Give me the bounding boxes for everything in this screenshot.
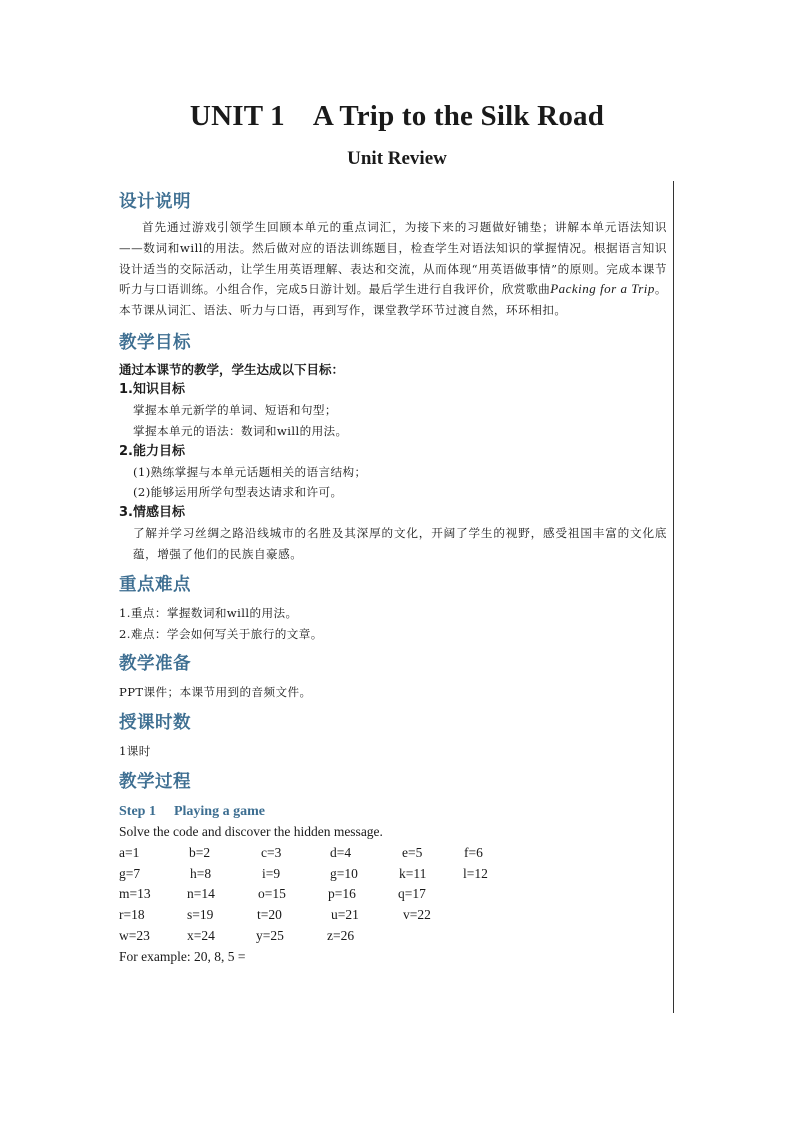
emotion-text: 了解并学习丝绸之路沿线城市的名胜及其深厚的文化，开阔了学生的视野，感受祖国丰富的文化底蕴，增强了他们的民族自豪感。 bbox=[133, 526, 667, 561]
song-title: Packing for a Trip bbox=[550, 281, 655, 297]
hours-text: 1课时 bbox=[119, 744, 151, 759]
code-entry: z=26 bbox=[327, 927, 355, 943]
design-heading: 设计说明 bbox=[119, 192, 191, 212]
key-point-item: 2.难点：学会如何写关于旅行的文章。 bbox=[119, 626, 323, 641]
code-entry: w=23 bbox=[119, 927, 150, 943]
page-subtitle: Unit Review bbox=[347, 148, 447, 169]
code-entry: n=14 bbox=[187, 886, 215, 902]
code-entry: m=13 bbox=[119, 886, 151, 902]
code-entry: g=10 bbox=[330, 865, 358, 881]
code-entry: u=21 bbox=[331, 907, 359, 923]
code-entry: g=7 bbox=[119, 865, 141, 881]
code-entry: h=8 bbox=[190, 865, 212, 881]
code-entry: d=4 bbox=[330, 844, 352, 860]
code-entry: a=1 bbox=[119, 844, 140, 860]
code-row bbox=[119, 843, 667, 864]
ability-heading: 2.能力目标 bbox=[119, 443, 185, 459]
code-row bbox=[119, 884, 667, 905]
code-entry: f=6 bbox=[464, 844, 483, 860]
code-entry: q=17 bbox=[398, 886, 426, 902]
code-example: For example: 20, 8, 5 = bbox=[119, 948, 246, 964]
code-row bbox=[119, 926, 667, 947]
step-label: Step 1 bbox=[119, 803, 156, 819]
key-points-heading: 重点难点 bbox=[119, 574, 191, 595]
code-entry: o=15 bbox=[258, 886, 286, 902]
prep-heading: 教学准备 bbox=[119, 654, 191, 675]
emotion-heading: 3.情感目标 bbox=[119, 505, 185, 521]
design-paragraph: 首先通过游戏引领学生回顾本单元的重点词汇，为接下来的习题做好铺垫；讲解本单元语法知识——数词和will的用法。然后做对应的语法训练题目，检查学生对语法知识的掌握情况。根据语言知识设计适当的交际活动，让学生用英语理解、表达和交流，从而体现“用英语做事情”的原则。完成本课节听力与口语训练。小组合作，完成5日游计划。最后学生进行自我评价，欣赏歌曲Packing for a Trip。本节课从词汇、语法、听力与口语，再到写作，课堂教学环节过渡自然，环环相扣。 bbox=[119, 220, 667, 318]
step-heading bbox=[119, 802, 667, 822]
code-entry: s=19 bbox=[187, 907, 214, 923]
ability-item: (1)熟练掌握与本单元话题相关的语言结构； bbox=[133, 464, 367, 479]
code-entry: p=16 bbox=[328, 886, 356, 902]
code-entry: b=2 bbox=[189, 844, 211, 860]
unit-name: A Trip to the Silk Road bbox=[312, 100, 605, 132]
document-body bbox=[119, 190, 667, 968]
knowledge-item: 掌握本单元的语法：数词和will的用法。 bbox=[133, 423, 348, 438]
code-entry: e=5 bbox=[402, 844, 423, 860]
code-entry: v=22 bbox=[403, 907, 431, 923]
code-entry: y=25 bbox=[256, 927, 284, 943]
code-entry: x=24 bbox=[187, 927, 215, 943]
process-heading: 教学过程 bbox=[119, 771, 191, 792]
code-row bbox=[119, 864, 667, 885]
code-entry: t=20 bbox=[257, 907, 282, 923]
code-entry: l=12 bbox=[463, 865, 488, 881]
goals-heading: 教学目标 bbox=[119, 332, 191, 353]
code-entry: c=3 bbox=[261, 844, 282, 860]
step-instruction: Solve the code and discover the hidden message. bbox=[119, 823, 383, 839]
key-point-item: 1.重点：掌握数词和will的用法。 bbox=[119, 605, 298, 620]
unit-number: UNIT 1 bbox=[189, 100, 285, 132]
step-title: Playing a game bbox=[173, 803, 265, 819]
knowledge-item: 掌握本单元新学的单词、短语和句型； bbox=[133, 402, 337, 417]
code-entry: i=9 bbox=[262, 865, 281, 881]
goals-lead: 通过本课节的教学，学生达成以下目标： bbox=[119, 361, 345, 377]
knowledge-heading: 1.知识目标 bbox=[119, 381, 185, 397]
ability-item: (2)能够运用所学句型表达请求和许可。 bbox=[133, 485, 343, 500]
margin-rule bbox=[673, 181, 674, 1013]
prep-text: PPT课件；本课节用到的音频文件。 bbox=[119, 685, 312, 700]
code-entry: k=11 bbox=[399, 865, 427, 881]
unit-title bbox=[0, 100, 794, 133]
code-row bbox=[119, 905, 667, 926]
hours-heading: 授课时数 bbox=[119, 713, 191, 734]
code-entry: r=18 bbox=[119, 907, 145, 923]
